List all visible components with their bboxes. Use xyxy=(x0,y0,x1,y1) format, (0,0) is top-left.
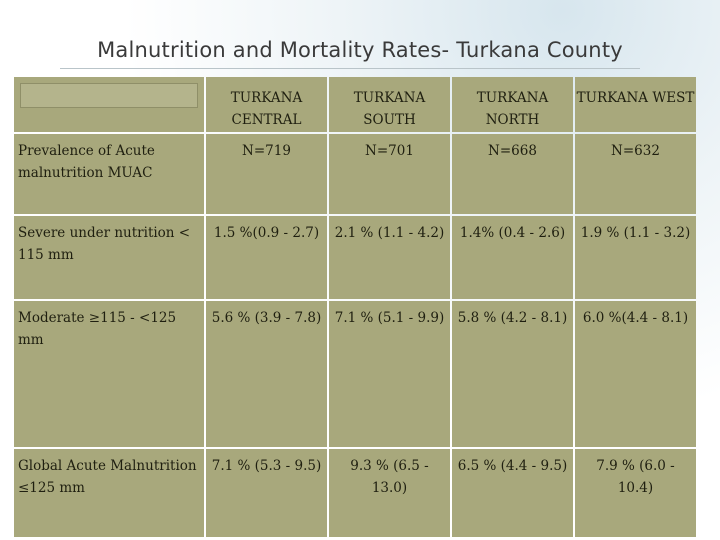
table-cell: 7.1 % (5.1 - 9.9) xyxy=(329,301,450,447)
table-cell: 7.9 % (6.0 - 10.4) xyxy=(575,449,696,537)
table-cell: 2.1 % (1.1 - 4.2) xyxy=(329,216,450,299)
table-cell: N=701 xyxy=(329,134,450,214)
column-header: TURKANA CENTRAL xyxy=(206,77,327,132)
table-cell: 1.9 % (1.1 - 3.2) xyxy=(575,216,696,299)
row-label: Severe under nutrition < 115 mm xyxy=(14,216,204,299)
header-placeholder-box xyxy=(20,83,198,108)
table-cell: N=719 xyxy=(206,134,327,214)
malnutrition-table xyxy=(12,75,698,539)
table-row xyxy=(14,449,696,537)
title-underline xyxy=(60,68,640,69)
row-label: Moderate ≥115 - <125 mm xyxy=(14,301,204,447)
row-label: Global Acute Malnutrition ≤125 mm xyxy=(14,449,204,537)
table-cell: 6.0 %(4.4 - 8.1) xyxy=(575,301,696,447)
slide-title: Malnutrition and Mortality Rates- Turkana County xyxy=(97,38,623,62)
table-cell: 6.5 % (4.4 - 9.5) xyxy=(452,449,573,537)
table-cell: 5.6 % (3.9 - 7.8) xyxy=(206,301,327,447)
column-header: TURKANA WEST xyxy=(575,77,696,132)
table-cell: N=632 xyxy=(575,134,696,214)
column-header: TURKANA SOUTH xyxy=(329,77,450,132)
row-label: Prevalence of Acute malnutrition MUAC xyxy=(14,134,204,214)
table-cell: N=668 xyxy=(452,134,573,214)
table-row xyxy=(14,134,696,214)
table-row xyxy=(14,301,696,447)
table-header-row xyxy=(14,77,696,132)
table-cell: 9.3 % (6.5 - 13.0) xyxy=(329,449,450,537)
table-cell: 1.4% (0.4 - 2.6) xyxy=(452,216,573,299)
column-header: TURKANA NORTH xyxy=(452,77,573,132)
header-empty-cell xyxy=(14,77,204,132)
table-cell: 7.1 % (5.3 - 9.5) xyxy=(206,449,327,537)
table-cell: 1.5 %(0.9 - 2.7) xyxy=(206,216,327,299)
table-row xyxy=(14,216,696,299)
table-cell: 5.8 % (4.2 - 8.1) xyxy=(452,301,573,447)
